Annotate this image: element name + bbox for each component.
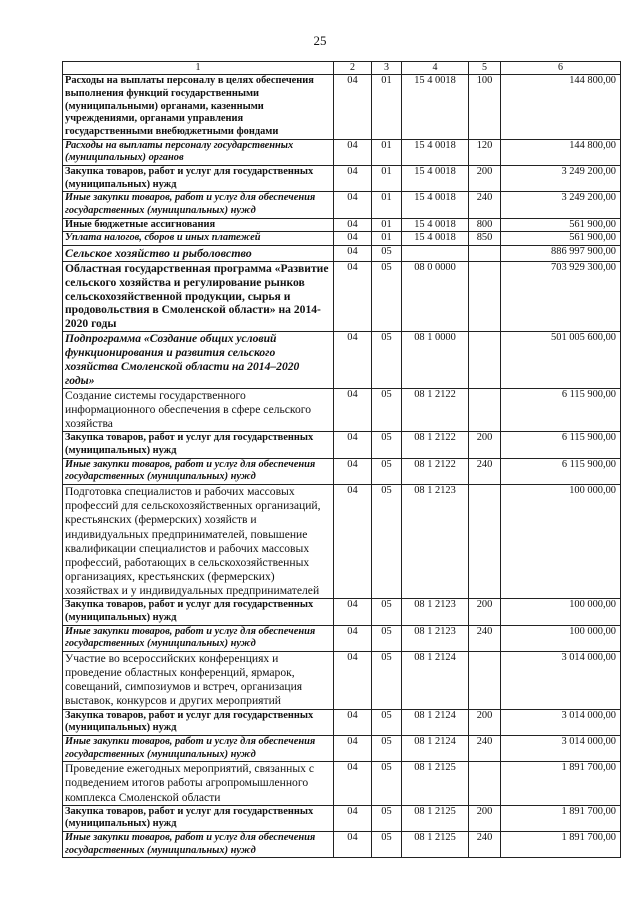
row-subsection-code: 05	[372, 599, 402, 625]
row-target-article-code: 08 1 2125	[402, 832, 469, 858]
row-target-article-code: 08 1 2125	[402, 805, 469, 831]
row-subsection-code: 05	[372, 832, 402, 858]
row-section-code: 04	[334, 388, 372, 431]
row-section-code: 04	[334, 625, 372, 651]
row-subsection-code: 05	[372, 388, 402, 431]
row-amount: 561 900,00	[501, 232, 621, 246]
row-amount: 3 014 000,00	[501, 735, 621, 761]
row-amount: 561 900,00	[501, 218, 621, 232]
header-col-5: 5	[469, 62, 501, 75]
row-target-article-code: 08 1 2124	[402, 651, 469, 709]
row-expense-type-code	[469, 485, 501, 599]
row-description: Закупка товаров, работ и услуг для государственных (муниципальных) нужд	[63, 599, 334, 625]
row-description: Расходы на выплаты персоналу в целях обеспечения выполнения функций государственными (муниципальными) органами, казенными учреждениями, органами управления государственными внебюджетными фондами	[63, 75, 334, 139]
row-section-code: 04	[334, 735, 372, 761]
row-section-code: 04	[334, 139, 372, 165]
row-target-article-code: 08 1 2123	[402, 599, 469, 625]
header-col-4: 4	[402, 62, 469, 75]
row-amount: 3 249 200,00	[501, 192, 621, 218]
row-amount: 703 929 300,00	[501, 261, 621, 332]
row-section-code: 04	[334, 218, 372, 232]
header-col-6: 6	[501, 62, 621, 75]
row-subsection-code: 01	[372, 139, 402, 165]
row-target-article-code: 15 4 0018	[402, 232, 469, 246]
row-amount: 6 115 900,00	[501, 458, 621, 484]
table-row	[63, 261, 621, 332]
row-section-code: 04	[334, 651, 372, 709]
table-row	[63, 735, 621, 761]
row-target-article-code: 08 1 2125	[402, 762, 469, 805]
row-subsection-code: 01	[372, 166, 402, 192]
row-subsection-code: 05	[372, 709, 402, 735]
table-row	[63, 232, 621, 246]
row-expense-type-code: 200	[469, 432, 501, 458]
row-section-code: 04	[334, 192, 372, 218]
row-target-article-code: 08 1 2122	[402, 388, 469, 431]
row-section-code: 04	[334, 458, 372, 484]
row-expense-type-code	[469, 651, 501, 709]
row-target-article-code: 08 1 2123	[402, 485, 469, 599]
row-amount: 100 000,00	[501, 599, 621, 625]
table-row	[63, 805, 621, 831]
row-description: Закупка товаров, работ и услуг для государственных (муниципальных) нужд	[63, 709, 334, 735]
table-row	[63, 246, 621, 262]
row-target-article-code: 15 4 0018	[402, 218, 469, 232]
row-expense-type-code: 200	[469, 166, 501, 192]
row-expense-type-code: 240	[469, 458, 501, 484]
row-target-article-code: 08 0 0000	[402, 261, 469, 332]
row-target-article-code: 15 4 0018	[402, 75, 469, 139]
row-amount: 100 000,00	[501, 485, 621, 599]
row-expense-type-code	[469, 762, 501, 805]
row-amount: 3 014 000,00	[501, 709, 621, 735]
header-col-3: 3	[372, 62, 402, 75]
table-row	[63, 218, 621, 232]
row-subsection-code: 05	[372, 735, 402, 761]
table-row	[63, 139, 621, 165]
row-description: Закупка товаров, работ и услуг для государственных (муниципальных) нужд	[63, 166, 334, 192]
row-expense-type-code: 200	[469, 709, 501, 735]
row-section-code: 04	[334, 332, 372, 389]
row-description: Иные закупки товаров, работ и услуг для обеспечения государственных (муниципальных) нужд	[63, 458, 334, 484]
row-description: Подготовка специалистов и рабочих массовых профессий для сельскохозяйственных организаций, крестьянских (фермерских) хозяйств и индивидуальных предпринимателей, повышение квалификации специалистов и рабочих массовых профессий, работающих в сельскохозяйственных организациях, крестьянских (фермерских) хозяйствах и у индивидуальных предпринимателей	[63, 485, 334, 599]
row-section-code: 04	[334, 762, 372, 805]
row-subsection-code: 05	[372, 332, 402, 389]
table-row	[63, 75, 621, 139]
table-row	[63, 388, 621, 431]
row-subsection-code: 05	[372, 762, 402, 805]
row-expense-type-code	[469, 261, 501, 332]
row-expense-type-code: 120	[469, 139, 501, 165]
row-expense-type-code: 850	[469, 232, 501, 246]
row-description: Уплата налогов, сборов и иных платежей	[63, 232, 334, 246]
row-amount: 6 115 900,00	[501, 432, 621, 458]
row-expense-type-code: 240	[469, 625, 501, 651]
row-target-article-code: 08 1 2122	[402, 432, 469, 458]
table-row	[63, 166, 621, 192]
row-description: Иные закупки товаров, работ и услуг для обеспечения государственных (муниципальных) нужд	[63, 735, 334, 761]
row-expense-type-code: 240	[469, 735, 501, 761]
table-row	[63, 651, 621, 709]
row-amount: 501 005 600,00	[501, 332, 621, 389]
row-amount: 1 891 700,00	[501, 832, 621, 858]
row-section-code: 04	[334, 432, 372, 458]
row-subsection-code: 01	[372, 75, 402, 139]
table-row	[63, 432, 621, 458]
row-expense-type-code	[469, 246, 501, 262]
row-subsection-code: 05	[372, 805, 402, 831]
row-expense-type-code: 200	[469, 599, 501, 625]
row-subsection-code: 05	[372, 458, 402, 484]
row-section-code: 04	[334, 166, 372, 192]
row-section-code: 04	[334, 246, 372, 262]
row-amount: 100 000,00	[501, 625, 621, 651]
row-section-code: 04	[334, 232, 372, 246]
table-body	[63, 75, 621, 858]
row-subsection-code: 05	[372, 432, 402, 458]
header-col-1: 1	[63, 62, 334, 75]
table-row	[63, 332, 621, 389]
row-subsection-code: 05	[372, 625, 402, 651]
row-target-article-code	[402, 246, 469, 262]
row-amount: 886 997 900,00	[501, 246, 621, 262]
row-description: Сельское хозяйство и рыболовство	[63, 246, 334, 262]
row-amount: 3 014 000,00	[501, 651, 621, 709]
row-target-article-code: 15 4 0018	[402, 139, 469, 165]
row-description: Подпрограмма «Создание общих условий функционирования и развития сельского хозяйства Смоленской области на 2014–2020 годы»	[63, 332, 334, 389]
row-target-article-code: 08 1 2122	[402, 458, 469, 484]
table-row	[63, 625, 621, 651]
row-target-article-code: 15 4 0018	[402, 166, 469, 192]
row-amount: 144 800,00	[501, 75, 621, 139]
table-row	[63, 832, 621, 858]
row-amount: 3 249 200,00	[501, 166, 621, 192]
row-section-code: 04	[334, 485, 372, 599]
row-description: Проведение ежегодных мероприятий, связанных с подведением итогов работы агропромышленного комплекса Смоленской области	[63, 762, 334, 805]
row-target-article-code: 08 1 2124	[402, 735, 469, 761]
row-amount: 144 800,00	[501, 139, 621, 165]
row-target-article-code: 08 1 2123	[402, 625, 469, 651]
table-row	[63, 485, 621, 599]
row-subsection-code: 01	[372, 232, 402, 246]
row-expense-type-code: 800	[469, 218, 501, 232]
row-section-code: 04	[334, 709, 372, 735]
row-expense-type-code: 240	[469, 832, 501, 858]
row-expense-type-code: 100	[469, 75, 501, 139]
row-description: Иные закупки товаров, работ и услуг для обеспечения государственных (муниципальных) нужд	[63, 192, 334, 218]
row-subsection-code: 05	[372, 485, 402, 599]
table-row	[63, 762, 621, 805]
row-description: Закупка товаров, работ и услуг для государственных (муниципальных) нужд	[63, 805, 334, 831]
row-expense-type-code: 240	[469, 192, 501, 218]
row-description: Расходы на выплаты персоналу государственных (муниципальных) органов	[63, 139, 334, 165]
table-row	[63, 192, 621, 218]
row-amount: 1 891 700,00	[501, 805, 621, 831]
row-section-code: 04	[334, 599, 372, 625]
table-row	[63, 599, 621, 625]
budget-table	[62, 61, 621, 858]
row-amount: 6 115 900,00	[501, 388, 621, 431]
row-target-article-code: 15 4 0018	[402, 192, 469, 218]
row-target-article-code: 08 1 2124	[402, 709, 469, 735]
table-row	[63, 458, 621, 484]
row-section-code: 04	[334, 261, 372, 332]
row-subsection-code: 01	[372, 218, 402, 232]
row-description: Иные закупки товаров, работ и услуг для обеспечения государственных (муниципальных) нужд	[63, 625, 334, 651]
header-col-2: 2	[334, 62, 372, 75]
row-section-code: 04	[334, 805, 372, 831]
page-number: 25	[313, 33, 327, 48]
table-row	[63, 709, 621, 735]
row-subsection-code: 05	[372, 651, 402, 709]
row-target-article-code: 08 1 0000	[402, 332, 469, 389]
row-section-code: 04	[334, 75, 372, 139]
row-subsection-code: 05	[372, 246, 402, 262]
row-subsection-code: 01	[372, 192, 402, 218]
row-description: Закупка товаров, работ и услуг для государственных (муниципальных) нужд	[63, 432, 334, 458]
row-section-code: 04	[334, 832, 372, 858]
row-expense-type-code	[469, 388, 501, 431]
row-description: Создание системы государственного информационного обеспечения в сфере сельского хозяйства	[63, 388, 334, 431]
table-header-row	[63, 62, 621, 75]
row-expense-type-code: 200	[469, 805, 501, 831]
row-description: Иные закупки товаров, работ и услуг для обеспечения государственных (муниципальных) нужд	[63, 832, 334, 858]
row-description: Областная государственная программа «Развитие сельского хозяйства и регулирование рынков сельскохозяйственной продукции, сырья и продовольствия в Смоленской области» на 2014-2020 годы	[63, 261, 334, 332]
row-expense-type-code	[469, 332, 501, 389]
row-amount: 1 891 700,00	[501, 762, 621, 805]
row-description: Иные бюджетные ассигнования	[63, 218, 334, 232]
row-description: Участие во всероссийских конференциях и проведение областных конференций, ярмарок, совещаний, симпозиумов и встреч, организация выставок, конкурсов и других мероприятий	[63, 651, 334, 709]
row-subsection-code: 05	[372, 261, 402, 332]
